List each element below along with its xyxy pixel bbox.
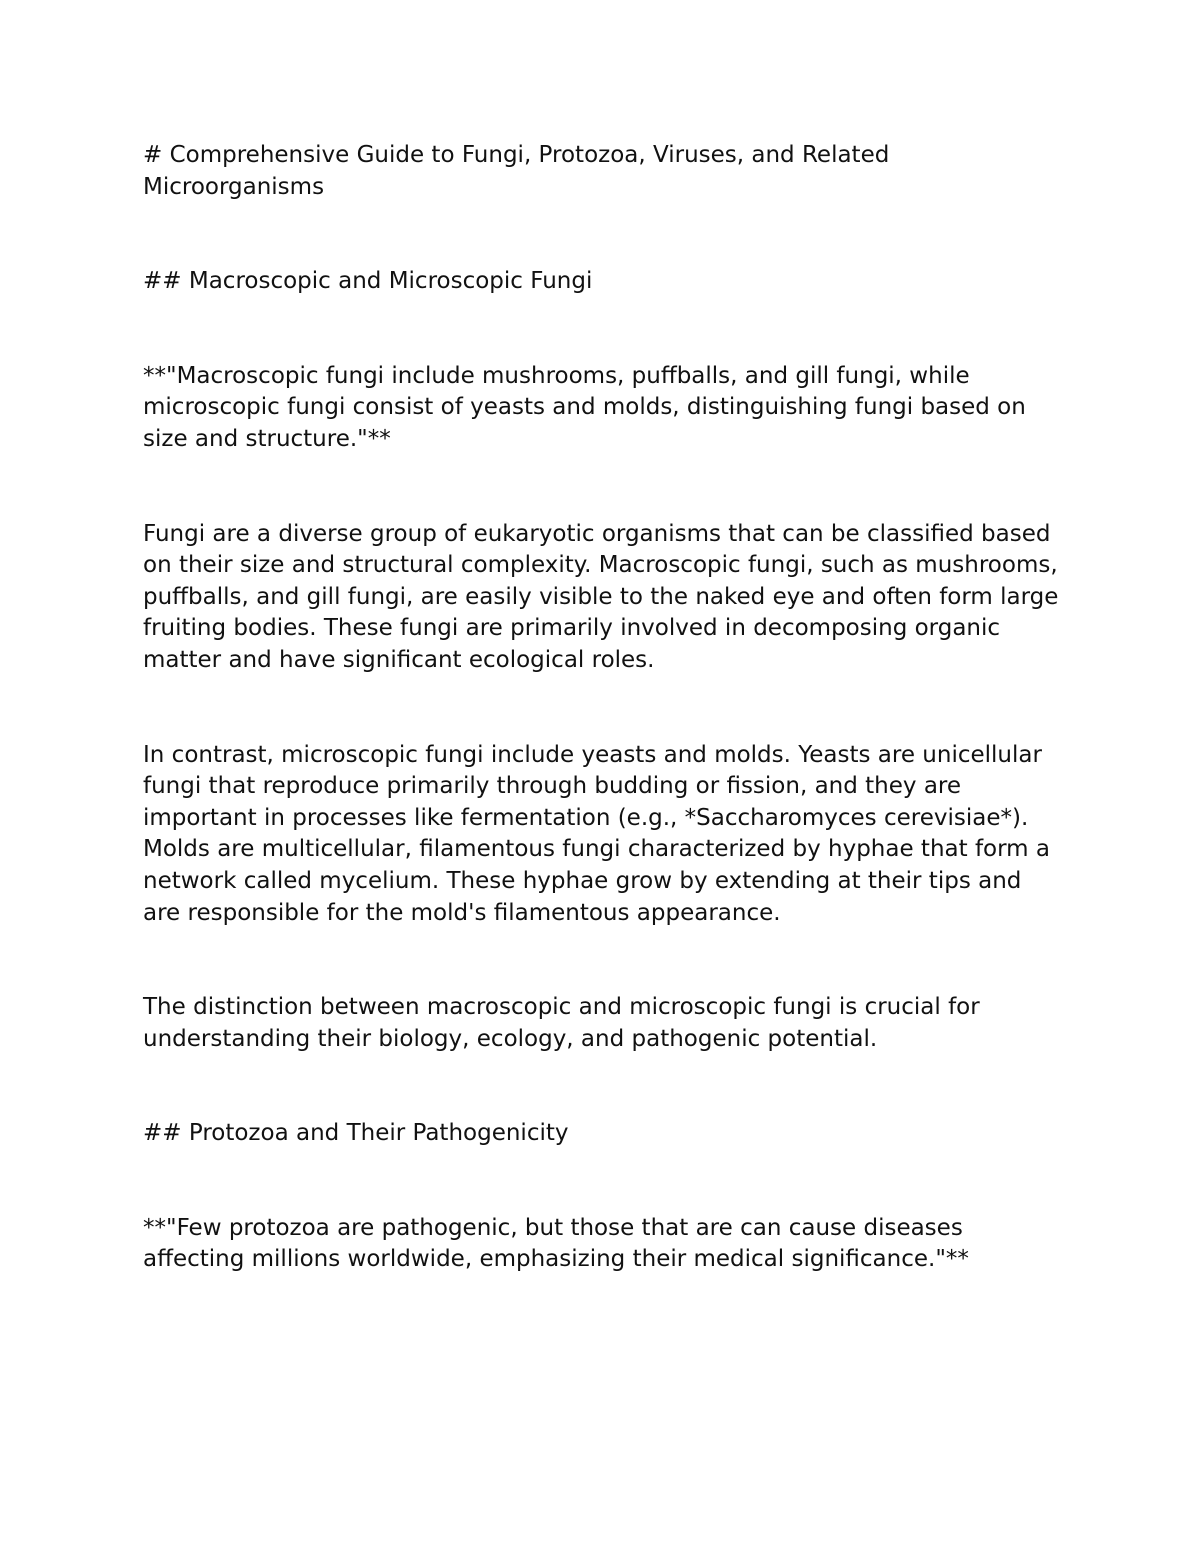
- body-paragraph-distinction: The distinction between macroscopic and microscopic fungi is crucial for understanding their biology, ecology, and pathogenic potential.: [143, 994, 980, 1052]
- body-paragraph-microscopic-fungi: In contrast, microscopic fungi include yeasts and molds. Yeasts are unicellular fungi that reproduce primarily through budding or fission, and they are important in processes like fermentation (e.g., *Saccharomyces cerevisiae*). Molds are multicellular, filamentous fungi characterized by hyphae that form a network called mycelium. These hyphae grow by extending at their tips and are responsible for the mold's filamentous appearance.: [143, 741, 1050, 926]
- section-heading-protozoa: ## Protozoa and Their Pathogenicity: [143, 1120, 569, 1147]
- paragraph-spacer: [143, 1055, 1063, 1118]
- paragraph-spacer: [143, 929, 1063, 992]
- summary-quote-protozoa: **"Few protozoa are pathogenic, but those that are can cause diseases affecting millions worldwide, emphasizing their medical significance."**: [143, 1214, 969, 1273]
- paragraph-spacer: [143, 1150, 1063, 1213]
- paragraph-spacer: [143, 203, 1063, 266]
- body-paragraph-fungi-overview: Fungi are a diverse group of eukaryotic organisms that can be classified based on their size and structural complexity. Macroscopic fungi, such as mushrooms, puffballs, and gill fungi, are easily visible to the naked eye and often form large fruiting bodies. These fungi are primarily involved in decomposing organic matter and have significant ecological roles.: [143, 520, 1059, 673]
- paragraph-spacer: [143, 298, 1063, 361]
- summary-quote-fungi: **"Macroscopic fungi include mushrooms, puffballs, and gill fungi, while microscopic fungi consist of yeasts and molds, distinguishing fungi based on size and structure."**: [143, 362, 1026, 452]
- document-title: # Comprehensive Guide to Fungi, Protozoa, Viruses, and Related Microorganisms: [143, 142, 890, 200]
- paragraph-spacer: [143, 456, 1063, 519]
- section-heading-fungi: ## Macroscopic and Microscopic Fungi: [143, 268, 593, 295]
- document-body: [143, 140, 1063, 1276]
- paragraph-spacer: [143, 677, 1063, 740]
